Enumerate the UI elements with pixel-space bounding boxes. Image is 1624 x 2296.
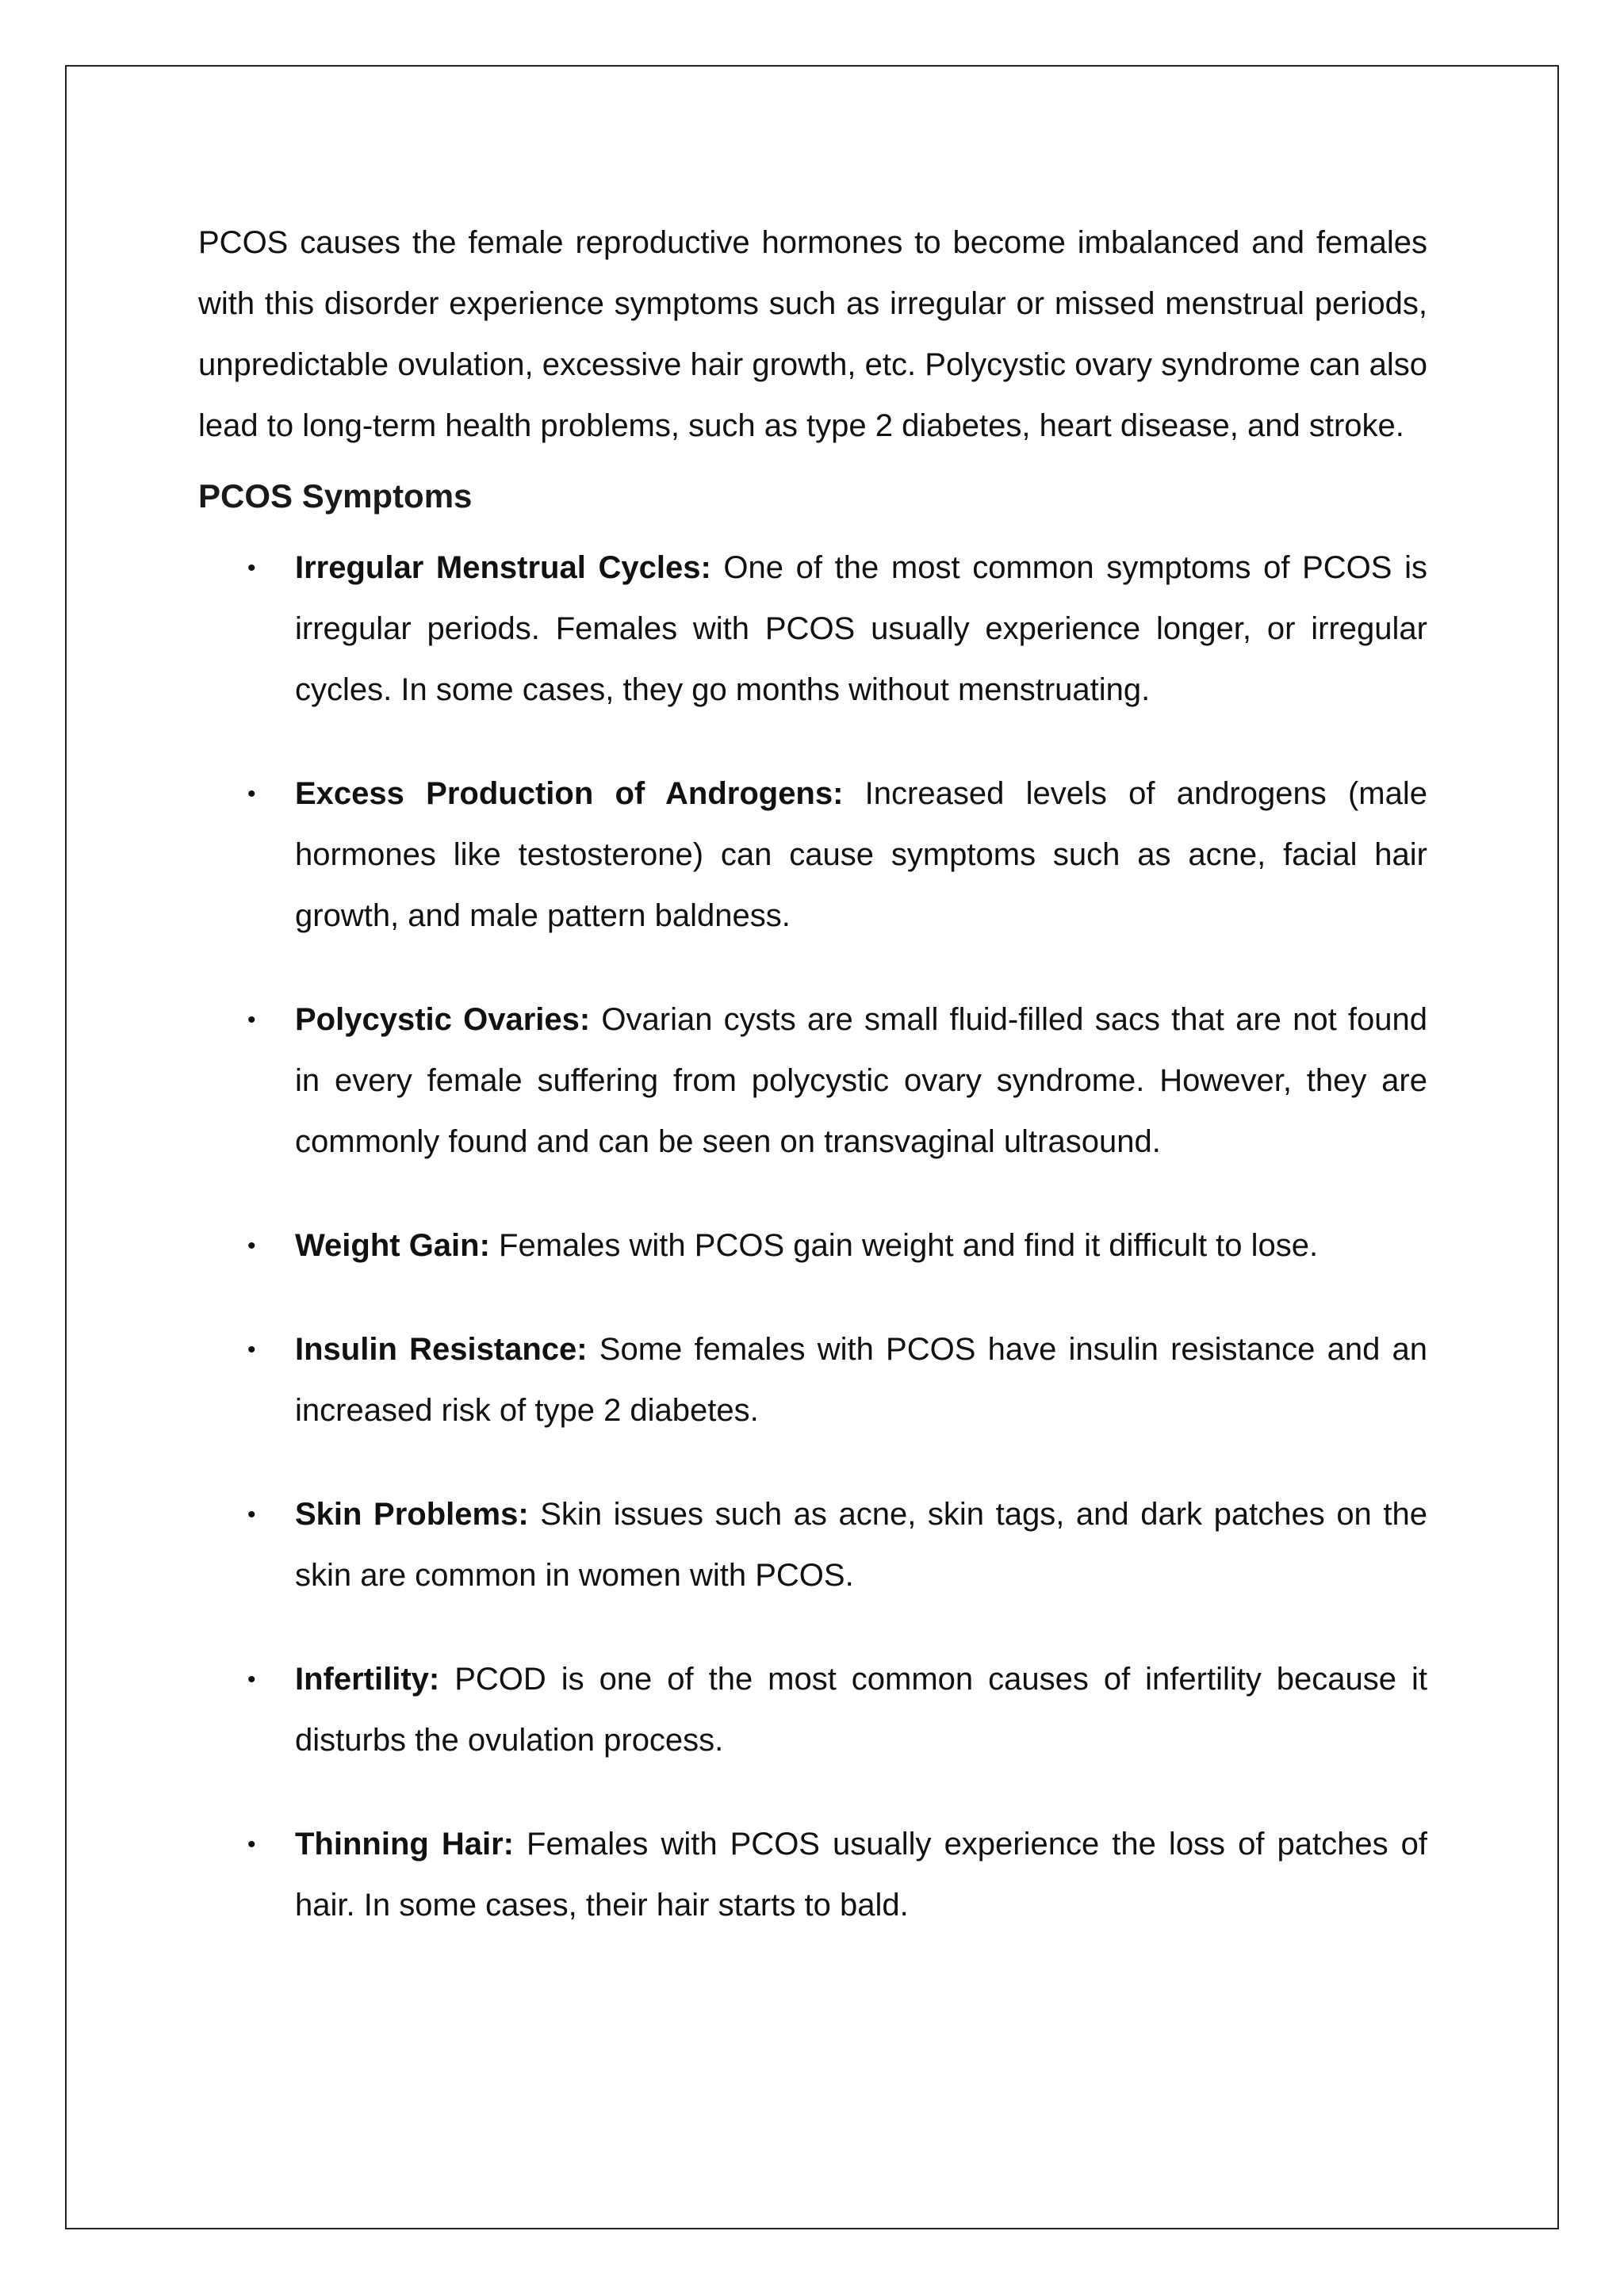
- list-item: [198, 1215, 1427, 1276]
- list-item: [198, 989, 1427, 1173]
- bullet-icon: •: [247, 781, 256, 807]
- symptom-term: Infertility:: [295, 1662, 440, 1697]
- symptom-text: Females with PCOS usually experience the loss of patches of hair. In some cases, their hair starts to bald.: [295, 1827, 1427, 1923]
- bullet-icon: •: [247, 555, 256, 581]
- symptom-text: Increased levels of androgens (male hormones like testosterone) can cause symptoms such as acne, facial hair growth, and male pattern baldness.: [295, 776, 1427, 933]
- bullet-icon: •: [247, 1233, 256, 1259]
- bullet-icon: •: [247, 1337, 256, 1363]
- symptom-term: Insulin Resistance:: [295, 1332, 588, 1367]
- symptom-text: Some females with PCOS have insulin resistance and an increased risk of type 2 diabetes.: [295, 1332, 1427, 1428]
- section-heading: PCOS Symptoms: [198, 477, 473, 515]
- symptom-term: Irregular Menstrual Cycles:: [295, 550, 711, 585]
- symptom-text: One of the most common symptoms of PCOS is irregular periods. Females with PCOS usually experience longer, or irregular cycles. In some cases, they go months without menstruating.: [295, 550, 1428, 707]
- bullet-icon: •: [247, 1667, 256, 1693]
- symptom-term: Weight Gain:: [295, 1228, 490, 1263]
- symptom-text: Females with PCOS gain weight and find it difficult to lose.: [489, 1228, 1319, 1263]
- symptom-text: PCOD is one of the most common causes of infertility because it disturbs the ovulation process.: [295, 1662, 1427, 1758]
- symptom-term: Skin Problems:: [295, 1497, 529, 1532]
- symptom-term: Thinning Hair:: [295, 1827, 514, 1862]
- list-item: [198, 1319, 1427, 1441]
- intro-paragraph: PCOS causes the female reproductive hormones to become imbalanced and females with this disorder experience symptoms such as irregular or missed menstrual periods, unpredictable ovulation, excessive hair growth, etc. Polycystic ovary syndrome can also lead to long-term health problems, such as type 2 diabetes, heart disease, and stroke.: [198, 225, 1427, 443]
- symptom-text: Ovarian cysts are small fluid-filled sacs that are not found in every female suffering from polycystic ovary syndrome. However, they are commonly found and can be seen on transvaginal ultrasound.: [295, 1002, 1428, 1159]
- symptom-list: [198, 538, 1427, 1936]
- symptom-term: Polycystic Ovaries:: [295, 1002, 591, 1037]
- list-item: [198, 1484, 1427, 1606]
- bullet-icon: •: [247, 1502, 256, 1528]
- list-item: [198, 1814, 1427, 1936]
- bullet-icon: •: [247, 1007, 256, 1033]
- symptom-text: Skin issues such as acne, skin tags, and dark patches on the skin are common in women with PCOS.: [295, 1497, 1427, 1593]
- list-item: [198, 763, 1427, 947]
- document-body: [198, 212, 1427, 1979]
- list-item: [198, 1649, 1427, 1771]
- bullet-icon: •: [247, 1831, 256, 1858]
- list-item: [198, 538, 1427, 721]
- symptom-term: Excess Production of Androgens:: [295, 776, 844, 811]
